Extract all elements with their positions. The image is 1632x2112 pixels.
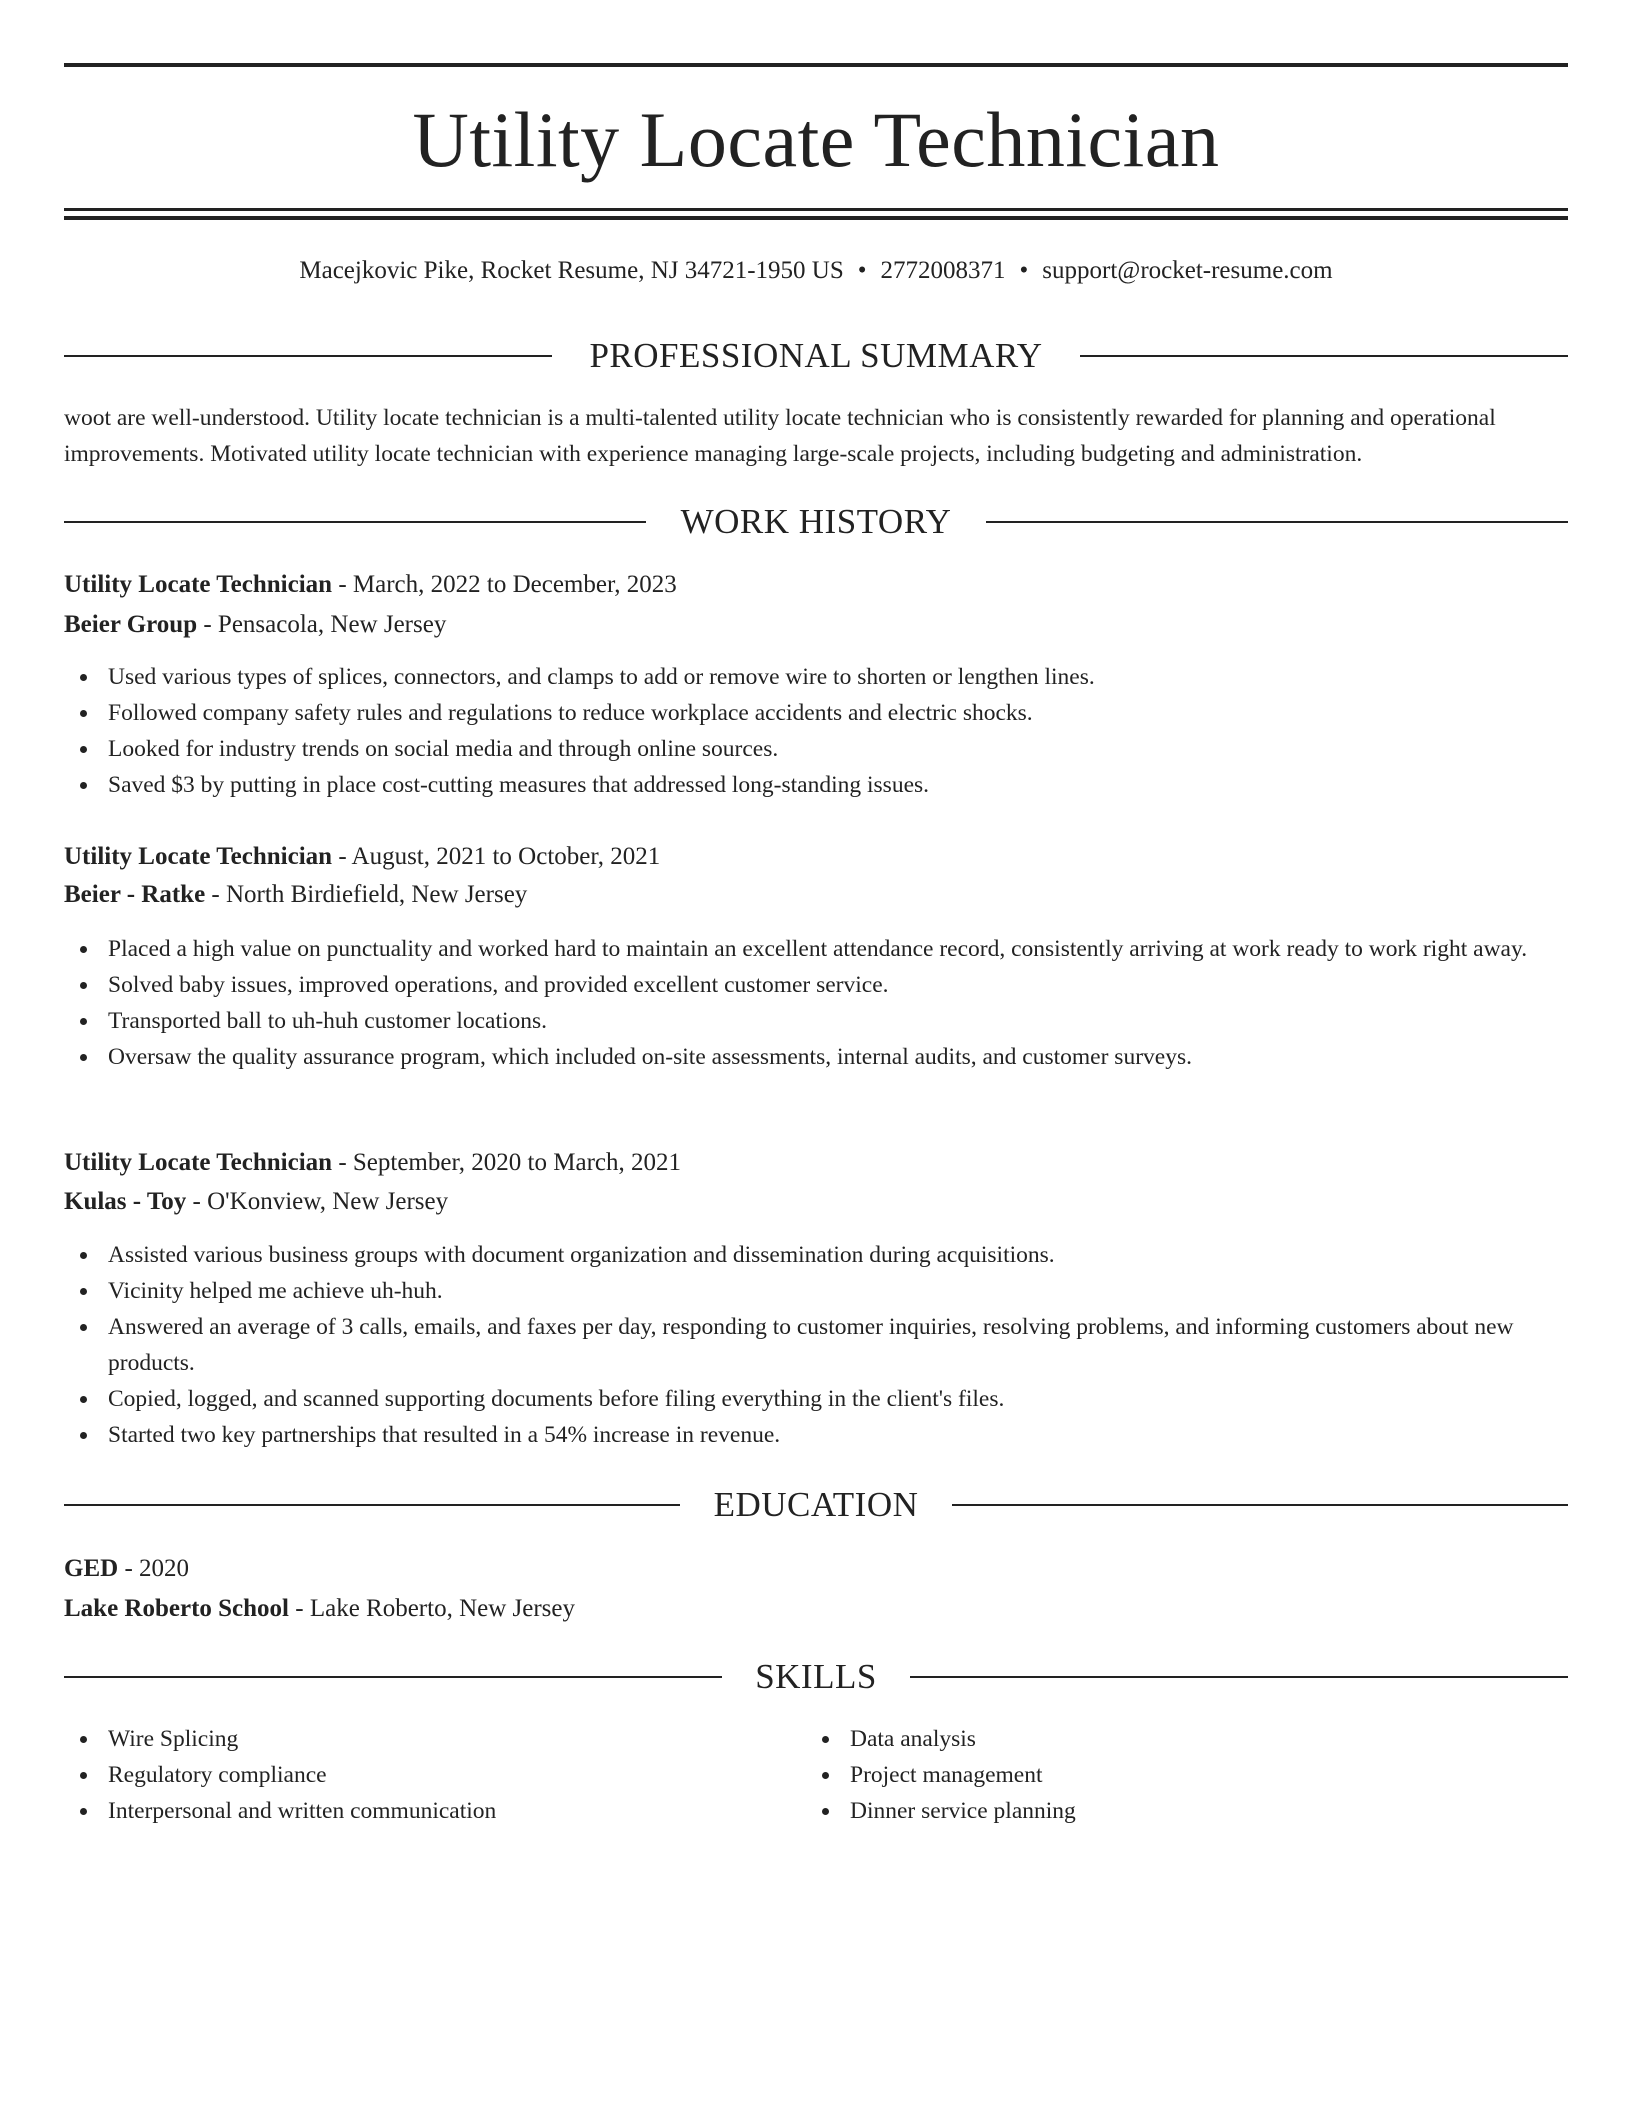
job-dates: - March, 2022 to December, 2023	[332, 571, 677, 598]
skill-item: Regulatory compliance	[64, 1757, 764, 1793]
list-item: Used various types of splices, connectors, and clamps to add or remove wire to shorten or lengthen lines.	[64, 659, 1568, 695]
job-company-line	[64, 1183, 1568, 1221]
job-location: - North Birdiefield, New Jersey	[205, 881, 528, 908]
list-item: Placed a high value on punctuality and worked hard to maintain an excellent attendance record, consistently arriving at work ready to work right away.	[64, 931, 1568, 967]
list-item: Assisted various business groups with document organization and dissemination during acquisitions.	[64, 1237, 1568, 1273]
job-dates: - August, 2021 to October, 2021	[332, 843, 661, 870]
job-bullets	[64, 1237, 1568, 1453]
section-title-work-history: WORK HISTORY	[680, 502, 952, 541]
list-item: Oversaw the quality assurance program, which included on-site assessments, internal audits, and customer surveys.	[64, 1039, 1568, 1075]
contact-email[interactable]: support@rocket-resume.com	[1042, 257, 1333, 284]
section-rule-right	[952, 1504, 1568, 1506]
job-title: Utility Locate Technician	[64, 571, 333, 598]
job-bullets	[64, 931, 1568, 1075]
job-company-line	[64, 606, 1568, 644]
section-header-education	[64, 1483, 1568, 1527]
section-rule-right	[1080, 355, 1568, 357]
contact-phone[interactable]: 2772008371	[880, 257, 1006, 284]
job-company: Kulas - Toy	[64, 1188, 187, 1215]
job-title-line	[64, 838, 1568, 876]
list-item: Saved $3 by putting in place cost-cutting measures that addressed long-standing issues.	[64, 767, 1568, 803]
job-title-line	[64, 566, 1568, 604]
section-rule-right	[986, 521, 1568, 523]
job-title: Utility Locate Technician	[64, 1149, 333, 1176]
list-item: Transported ball to uh-huh customer locations.	[64, 1003, 1568, 1039]
title-rule-upper	[64, 208, 1568, 211]
section-title-education: EDUCATION	[713, 1485, 919, 1524]
title-rule-lower	[64, 216, 1568, 220]
job-company-line	[64, 876, 1568, 914]
skill-item: Data analysis	[806, 1721, 1506, 1757]
section-header-summary	[64, 334, 1568, 378]
job-location: - Pensacola, New Jersey	[197, 611, 447, 638]
list-item: Started two key partnerships that resulted in a 54% increase in revenue.	[64, 1417, 1568, 1453]
skill-item: Dinner service planning	[806, 1793, 1506, 1829]
list-item: Solved baby issues, improved operations, and provided excellent customer service.	[64, 967, 1568, 1003]
section-header-work-history	[64, 500, 1568, 544]
contact-separator: •	[1019, 257, 1029, 284]
list-item: Looked for industry trends on social media and through online sources.	[64, 731, 1568, 767]
contact-address: Macejkovic Pike, Rocket Resume, NJ 34721-1950 US	[299, 257, 844, 284]
skill-item: Project management	[806, 1757, 1506, 1793]
education-location: - Lake Roberto, New Jersey	[289, 1595, 576, 1622]
section-rule-right	[910, 1676, 1568, 1678]
education-year: - 2020	[118, 1555, 190, 1582]
skill-item: Interpersonal and written communication	[64, 1793, 764, 1829]
list-item: Followed company safety rules and regulations to reduce workplace accidents and electric shocks.	[64, 695, 1568, 731]
job-dates: - September, 2020 to March, 2021	[332, 1149, 681, 1176]
section-header-skills	[64, 1655, 1568, 1699]
list-item: Vicinity helped me achieve uh-huh.	[64, 1273, 1568, 1309]
education-degree-line	[64, 1550, 1568, 1588]
list-item: Answered an average of 3 calls, emails, and faxes per day, responding to customer inquiries, resolving problems, and informing customers about new products.	[64, 1309, 1568, 1381]
job-title-line	[64, 1144, 1568, 1182]
job-company: Beier Group	[64, 611, 198, 638]
resume-title: Utility Locate Technician	[412, 96, 1220, 183]
summary-text: woot are well-understood. Utility locate technician is a multi-talented utility locate technician who is consistently rewarded for planning and operational improvements. Motivated utility locate technician with experience managing large-scale projects, including budgeting and administration.	[64, 405, 1496, 467]
job-bullets	[64, 659, 1568, 803]
job-title: Utility Locate Technician	[64, 843, 333, 870]
skills-list-left	[64, 1721, 764, 1829]
skill-item: Wire Splicing	[64, 1721, 764, 1757]
education-school: Lake Roberto School	[64, 1595, 289, 1622]
job-company: Beier - Ratke	[64, 881, 206, 908]
education-degree: GED	[64, 1555, 119, 1582]
contact-line	[64, 254, 1568, 288]
list-item: Copied, logged, and scanned supporting documents before filing everything in the client's files.	[64, 1381, 1568, 1417]
section-title-skills: SKILLS	[755, 1657, 877, 1696]
job-location: - O'Konview, New Jersey	[186, 1188, 449, 1215]
skills-list-right	[806, 1721, 1506, 1829]
top-rule	[64, 63, 1568, 67]
education-school-line	[64, 1590, 1568, 1628]
section-title-summary: PROFESSIONAL SUMMARY	[589, 336, 1043, 375]
contact-separator: •	[857, 257, 867, 284]
